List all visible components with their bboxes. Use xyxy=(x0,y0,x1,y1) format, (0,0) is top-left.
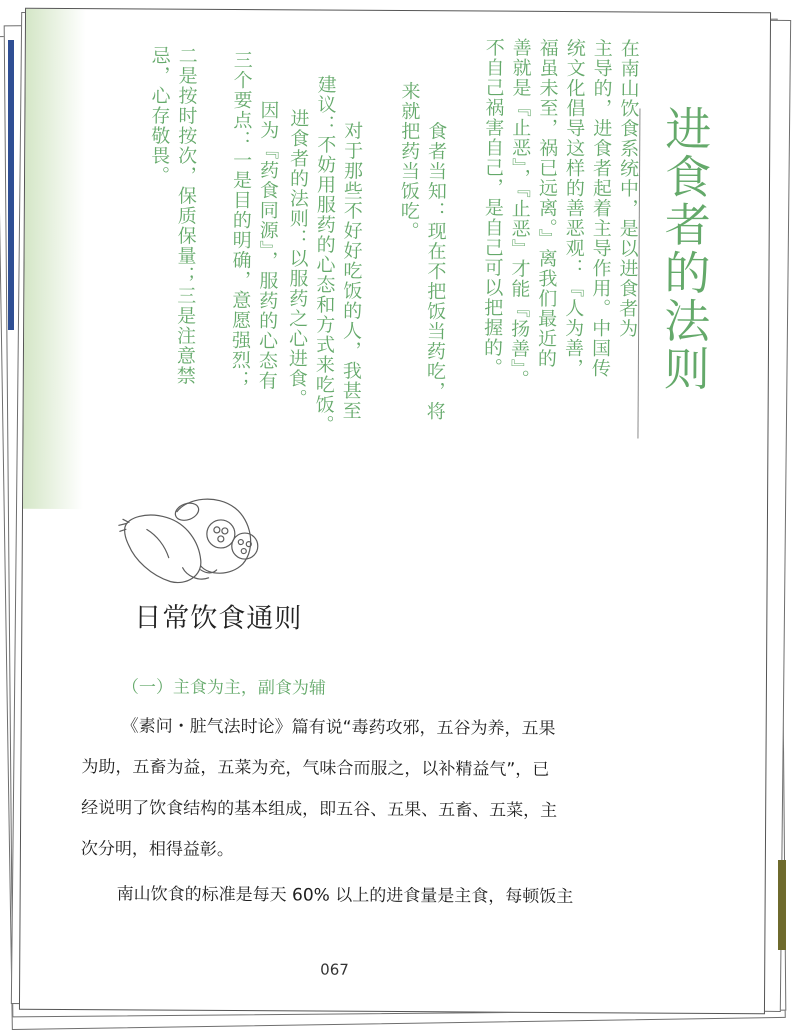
vertical-text-column: 进食者的法则：以服药之心进食。 xyxy=(285,108,310,409)
paragraph-line: 经说明了饮食结构的基本组成，即五谷、五果、五畜、五菜，主 xyxy=(81,798,558,821)
vegetable-illustration xyxy=(117,489,278,590)
paragraph-line: 《素问・脏气法时论》篇有说“毒药攻邪，五谷为养，五果 xyxy=(121,716,556,739)
subheading: （一）主食为主，副食为辅 xyxy=(121,677,326,699)
vertical-text-column: 主导的，进食者起着主导作用。中国传 xyxy=(588,38,613,379)
page-edge-stripe xyxy=(8,40,14,330)
vertical-text-column: 不自己祸害自己，是自己可以把握的。 xyxy=(480,37,505,378)
page-gradient-strip xyxy=(23,9,86,509)
vertical-text-column: 忌，心存敬畏。 xyxy=(147,45,171,186)
vertical-text-column: 因为『药食同源』，服药的心态有 xyxy=(255,100,280,391)
page-number: 067 xyxy=(320,960,349,979)
paragraph-line: 南山饮食的标准是每天 60% 以上的进食量是主食，每顿饭主 xyxy=(116,884,574,908)
chapter-title: 进食者的法则 xyxy=(656,104,713,393)
vertical-text-column: 食者当知：现在不把饭当药吃，将 xyxy=(423,121,448,422)
vertical-text-column: 建议：不妨用服药的心态和方式来吃饭。 xyxy=(312,74,337,435)
book-page xyxy=(19,8,771,1015)
paragraph-line: 为助，五畜为益，五菜为充，气味合而服之，以补精益气”，已 xyxy=(81,757,550,780)
section-title: 日常饮食通则 xyxy=(134,602,303,635)
vertical-text-column: 在南山饮食系统中，是以进食者为 xyxy=(616,38,640,339)
vertical-text-column: 来就把药当饭吃。 xyxy=(397,81,421,242)
vertical-text-column: 统文化倡导这样的善恶观：『人为善， xyxy=(561,38,586,379)
vertical-text-column: 对于那些不好好吃饭的人，我甚至 xyxy=(339,120,364,421)
vertical-text-column: 福虽未至，祸已远离。』离我们最近的 xyxy=(534,37,559,369)
paragraph-line: 次分明，相得益彰。 xyxy=(80,839,234,861)
vertical-text-column: 二是按时按次，保质保量；三是注意禁 xyxy=(173,45,198,386)
vertical-text-column: 三个要点：一是目的明确，意愿强烈； xyxy=(228,49,253,391)
vertical-text-column: 善就是『止恶』，『止恶』才能『扬善』。 xyxy=(507,37,532,390)
page-edge-stripe xyxy=(778,860,786,950)
